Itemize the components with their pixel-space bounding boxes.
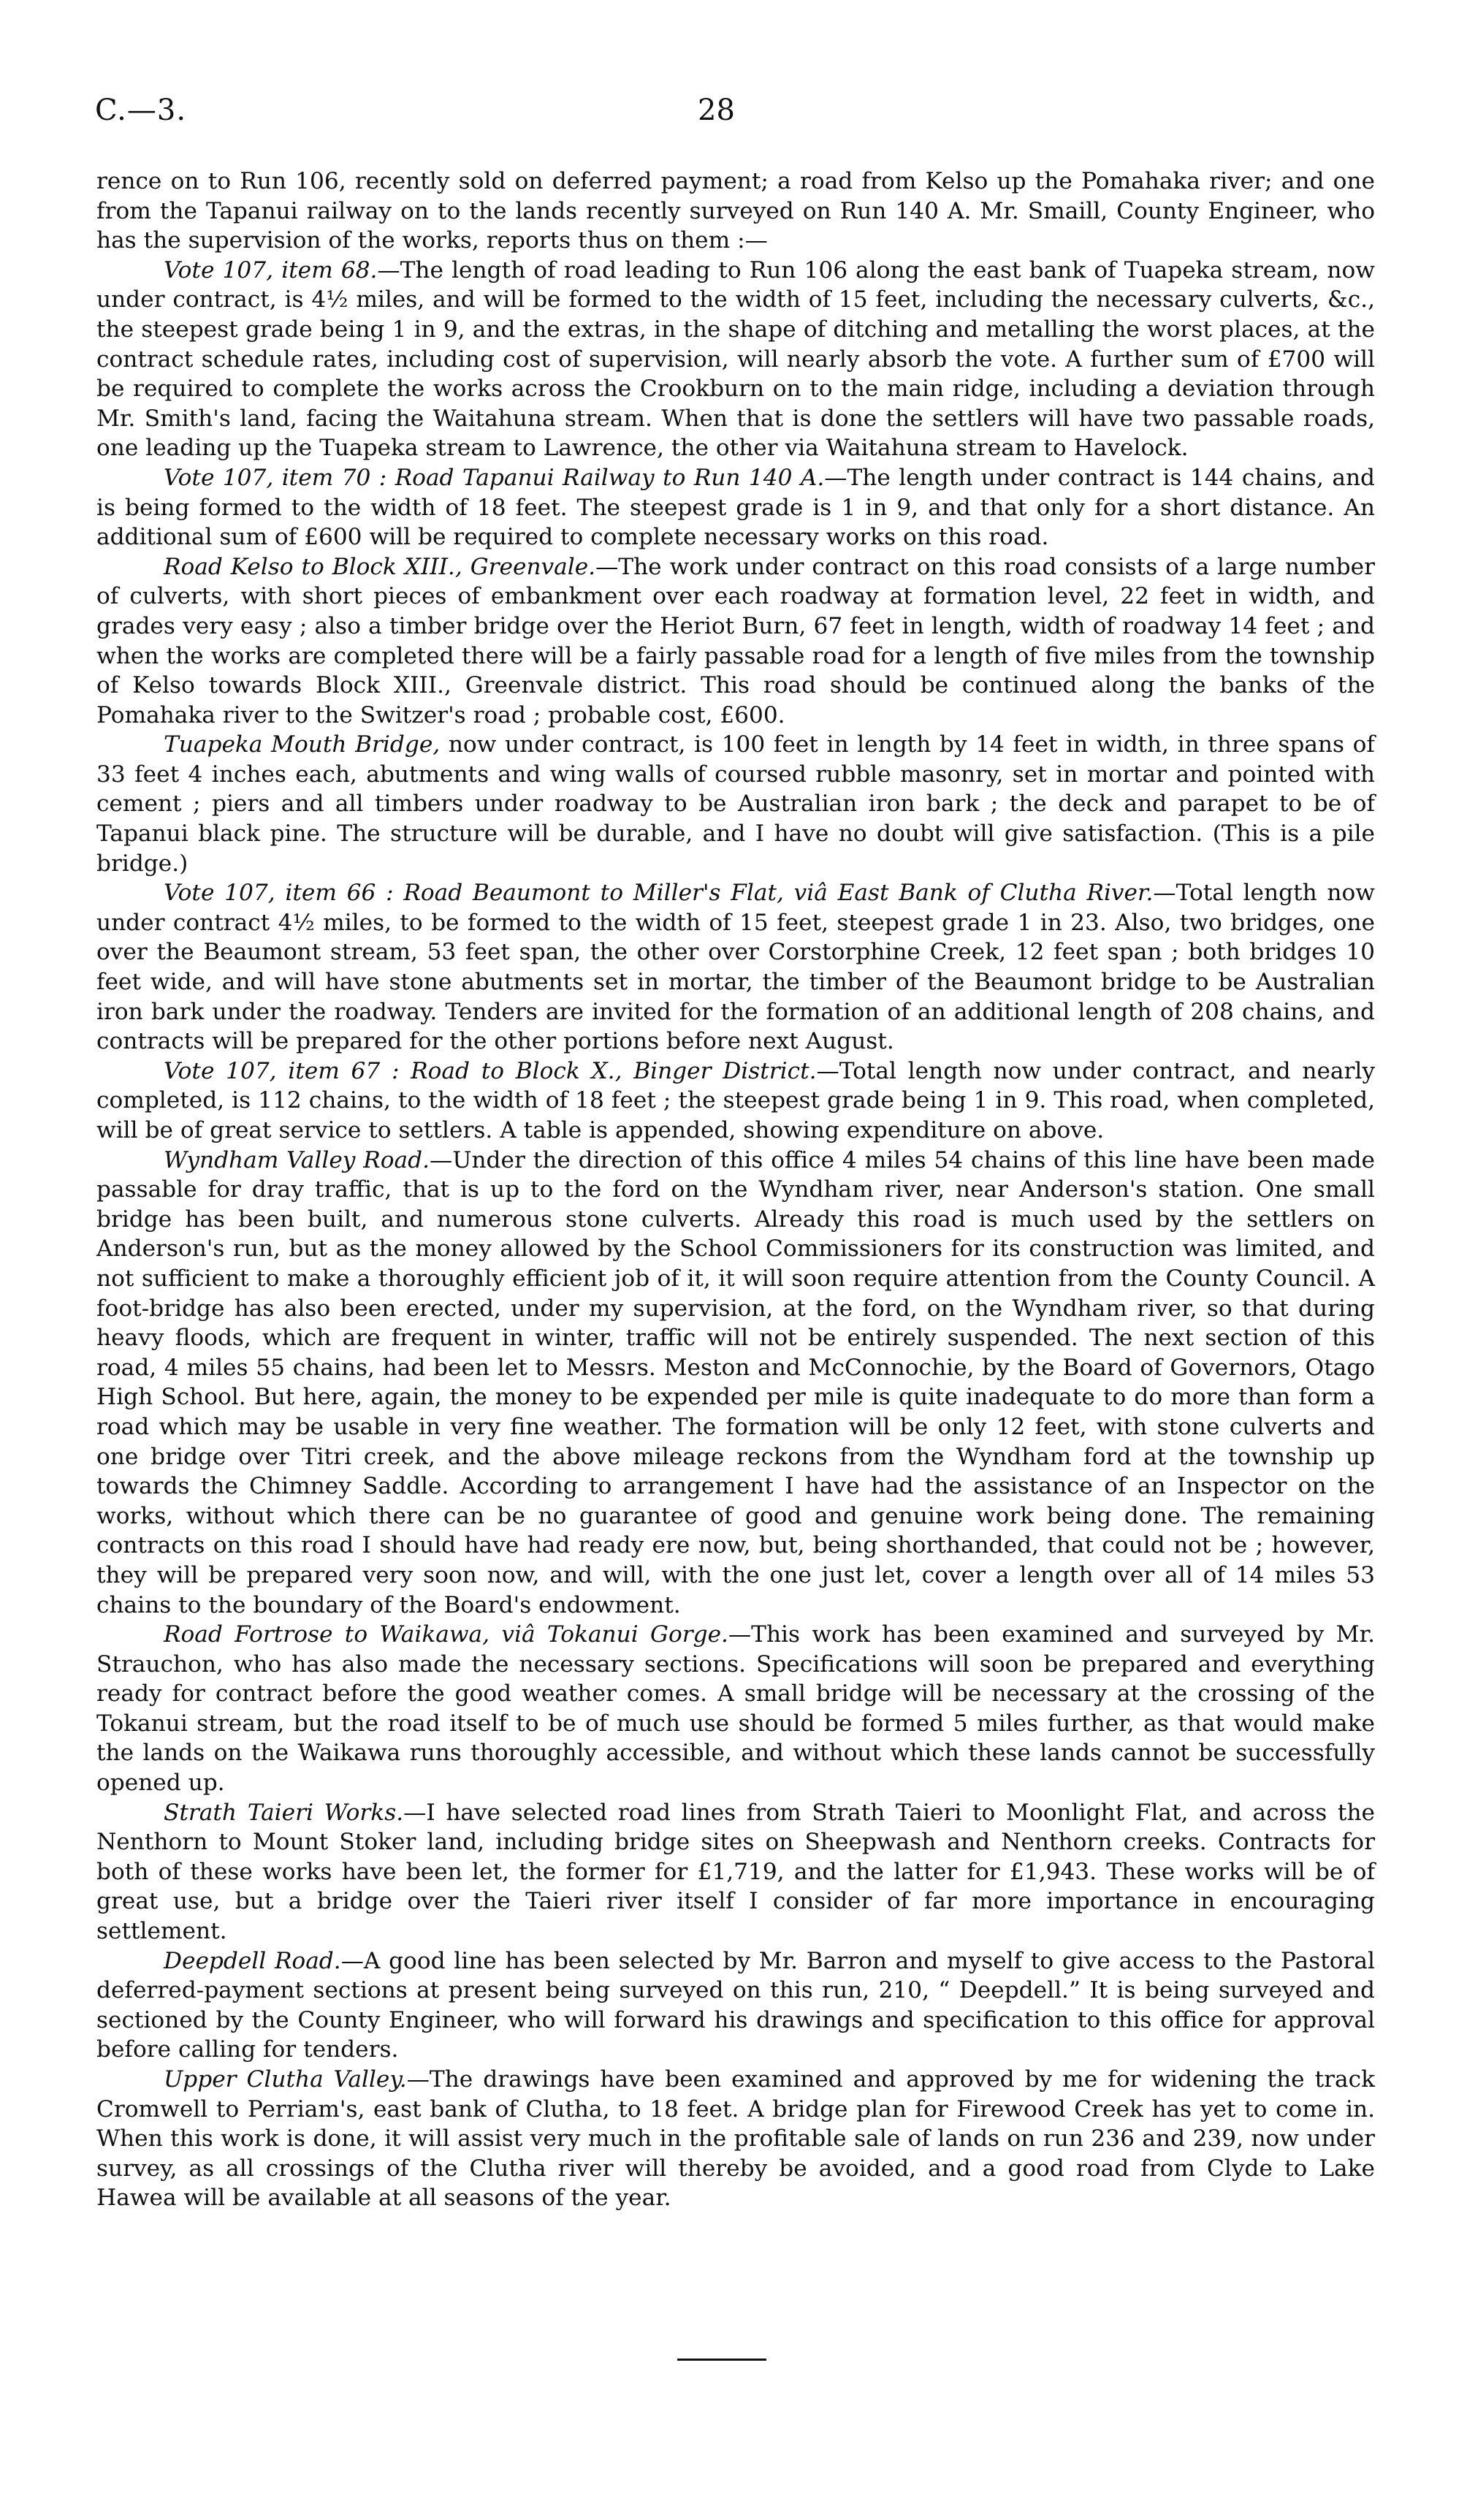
paragraph-lead: Strath Taieri Works. xyxy=(164,1799,404,1826)
page-number: 28 xyxy=(698,94,735,127)
paragraph-lead: Wyndham Valley Road. xyxy=(164,1146,430,1173)
paragraph-lead: Vote 107, item 70 : Road Tapanui Railway to Run 140 A. xyxy=(164,464,825,491)
paragraph-text: —Under the direction of this office 4 miles 54 chains of this line have been made passable for dray traffic, that is up to the ford on the Wyndham river, near Anderson's station. One small bridge has been built, and numerous stone culverts. Already this road is much used by the settlers on Anderson's run, but as the money allowed by the School Commissioners for its construction was limited, and not sufficient to make a thoroughly efficient job of it, it will soon require attention from the County Council. A foot-bridge has also been erected, under my supervision, at the ford, on the Wyndham river, so that during heavy floods, which are frequent in winter, traffic will not be entirely suspended. The next section of this road, 4 miles 55 chains, had been let to Messrs. Meston and McConnochie, by the Board of Governors, Otago High School. But here, again, the money to be expended per mile is quite inadequate to do more than form a road which may be usable in very fine weather. The formation will be only 12 feet, with stone culverts and one bridge over Titri creek, and the above mileage reckons from the Wyndham ford at the township up towards the Chimney Saddle. According to arrangement I have had the assistance of an Inspector on the works, without which there can be no guarantee of good and genuine work being done. The remaining contracts on this road I should have had ready ere now, but, being shorthanded, that could not be ; however, they will be prepared very soon now, and will, with the one just let, cover a length over all of 14 miles 53 chains to the boundary of the Board's endowment. xyxy=(96,1146,1375,1618)
paragraph-text: —The drawings have been examined and approved by me for widening the track Cromwell to Perriam's, east bank of Clutha, to 18 feet. A bridge plan for Firewood Creek has yet to come in. When this work is done, it will assist very much in the profitable sale of lands on run 236 and 239, now under survey, as all crossings of the Clutha river will thereby be avoided, and a good road from Clyde to Lake Hawea will be available at all seasons of the year. xyxy=(96,2066,1375,2212)
paragraph xyxy=(96,167,1375,256)
paragraph-lead: Vote 107, item 66 : Road Beaumont to Miller's Flat, viâ East Bank of Clutha River. xyxy=(164,880,1154,907)
paragraph-text: rence on to Run 106, recently sold on deferred payment; a road from Kelso up the Pomahaka river; and one from the Tapanui railway on to the lands recently surveyed on Run 140 A. Mr. Smaill, County Engineer, who has the supervision of the works, reports thus on them :— xyxy=(96,168,1375,254)
paragraph xyxy=(96,1798,1375,1946)
paragraph xyxy=(96,730,1375,878)
paragraph xyxy=(96,878,1375,1057)
paragraph-lead: Deepdell Road. xyxy=(164,1947,341,1974)
paragraph xyxy=(96,1057,1375,1146)
paragraph-text: —This work has been examined and surveyed by Mr. Strauchon, who has also made the necessary sections. Specifications will soon be prepared and everything ready for contract before the good weather comes. A small bridge will be necessary at the crossing of the Tokanui stream, but the road itself to be of much use should be formed 5 miles further, as that would make the lands on the Waikawa runs thoroughly accessible, and without which these lands cannot be successfully opened up. xyxy=(96,1621,1375,1797)
paragraph-text: —Total length now under contract 4½ miles, to be formed to the width of 15 feet, steepest grade 1 in 23. Also, two bridges, one over the Beaumont stream, 53 feet span, the other over Corstorphine Creek, 12 feet span ; both bridges 10 feet wide, and will have stone abutments set in mortar, the timber of the Beaumont bridge to be Australian iron bark under the roadway. Tenders are invited for the formation of an additional length of 208 chains, and contracts will be prepared for the other portions before next August. xyxy=(96,880,1375,1055)
paragraph-lead: Road Kelso to Block XIII., Greenvale. xyxy=(164,553,596,580)
paragraph xyxy=(96,1620,1375,1798)
paragraph-lead: Road Fortrose to Waikawa, viâ Tokanui Gorge. xyxy=(164,1621,728,1648)
paragraph xyxy=(96,552,1375,731)
document-reference: C.—3. xyxy=(95,94,187,127)
paragraph-lead: Upper Clutha Valley. xyxy=(164,2066,407,2093)
paragraph xyxy=(96,256,1375,463)
paragraph-lead: Tuapeka Mouth Bridge, xyxy=(164,731,441,758)
paragraph xyxy=(96,2065,1375,2213)
body-text xyxy=(96,167,1375,2213)
paragraph-text: now under contract, is 100 feet in length by 14 feet in width, in three spans of 33 feet 4 inches each, abutments and wing walls of coursed rubble masonry, set in mortar and pointed with cement ; piers and all timbers under roadway to be Australian iron bark ; the deck and parapet to be of Tapanui black pine. The structure will be durable, and I have no doubt will give satisfaction. (This is a pile bridge.) xyxy=(96,731,1375,877)
paragraph-text: —A good line has been selected by Mr. Barron and myself to give access to the Pastoral deferred-payment sections at present being surveyed on this run, 210, “ Deepdell.” It is being surveyed and sectioned by the County Engineer, who will forward his drawings and specification to this office for approval before calling for tenders. xyxy=(96,1947,1375,2063)
paragraph-text: —Total length now under contract, and nearly completed, is 112 chains, to the width of 18 feet ; the steepest grade being 1 in 9. This road, when completed, will be of great service to settlers. A table is appended, showing expenditure on above. xyxy=(96,1057,1375,1143)
paragraph xyxy=(96,1146,1375,1621)
paragraph-text: —The length of road leading to Run 106 along the east bank of Tuapeka stream, now under contract, is 4½ miles, and will be formed to the width of 15 feet, including the necessary culverts, &c., the steepest grade being 1 in 9, and the extras, in the shape of ditching and metalling the worst places, at the contract schedule rates, including cost of supervision, will nearly absorb the vote. A further sum of £700 will be required to complete the works across the Crookburn on to the main ridge, including a deviation through Mr. Smith's land, facing the Waitahuna stream. When that is done the settlers will have two passable roads, one leading up the Tuapeka stream to Lawrence, the other via Waitahuna stream to Havelock. xyxy=(96,256,1375,462)
paragraph-lead: Vote 107, item 67 : Road to Block X., Binger District. xyxy=(164,1057,817,1084)
paragraph-text: —I have selected road lines from Strath Taieri to Moonlight Flat, and across the Nenthorn to Mount Stoker land, including bridge sites on Sheepwash and Nenthorn creeks. Contracts for both of these works have been let, the former for £1,719, and the latter for £1,943. These works will be of great use, but a bridge over the Taieri river itself I consider of far more importance in encouraging settlement. xyxy=(96,1799,1375,1945)
paragraph-text: —The length under contract is 144 chains, and is being formed to the width of 18 feet. The steepest grade is 1 in 9, and that only for a short distance. An additional sum of £600 will be required to complete necessary works on this road. xyxy=(96,464,1376,551)
paragraph-lead: Vote 107, item 68. xyxy=(164,256,378,283)
paragraph-text: —The work under contract on this road consists of a large number of culverts, with short pieces of embankment over each roadway at formation level, 22 feet in width, and grades very easy ; also a timber bridge over the Heriot Burn, 67 feet in length, width of roadway 14 feet ; and when the works are completed there will be a fairly passable road for a length of five miles from the township of Kelso towards Block XIII., Greenvale district. This road should be continued along the banks of the Pomahaka river to the Switzer's road ; probable cost, £600. xyxy=(96,553,1375,728)
end-rule-divider xyxy=(677,2359,766,2361)
paragraph xyxy=(96,1946,1375,2065)
paragraph xyxy=(96,463,1375,552)
